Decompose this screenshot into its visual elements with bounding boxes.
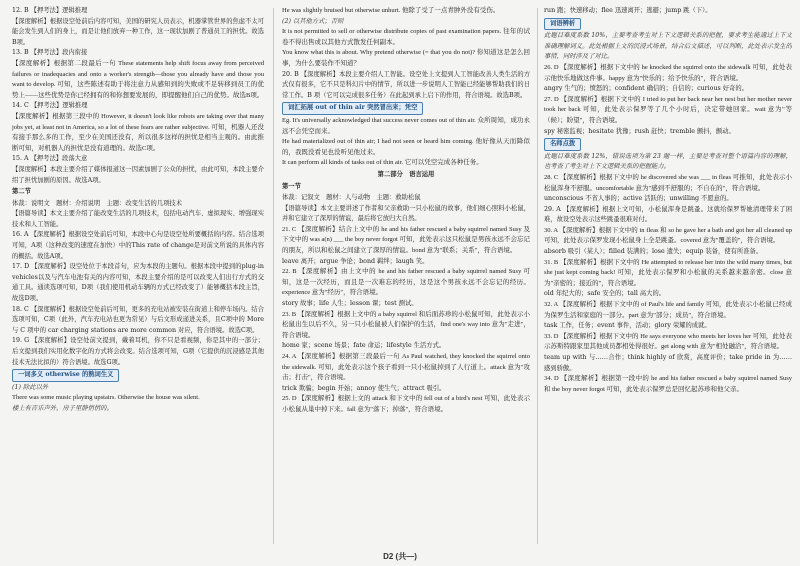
paragraph: 【深度解析】本段主要介绍了媒体报道这一因素加剧了公众的担忧，由此可知，本段主要介绍了担忧加剧的原因。故选A项。 <box>12 165 264 184</box>
banner-row <box>282 101 530 116</box>
paragraph: 12. B 【押考法】逻辑推理 <box>12 7 88 14</box>
paragraph: story 故事；life 人生；lesson 课；test 测试。 <box>282 300 418 308</box>
paragraph: 18. C 【深度解析】根据设空处前后可知，更多的充电站被安装在街道上和停车场内。结合选项可知，C项（此外，汽车充电站也更为常见）与后文形成递进关系，且C项中的 More 与 C 项中的 car charging stations are more common 对应，符合语境。故选C项。 <box>12 305 264 334</box>
column-divider <box>537 8 538 544</box>
paragraph: 13. B 【押考法】段内衔接 <box>12 49 88 57</box>
paragraph: 27. D 【深度解析】根据下文中的 I tried to put her back near her nest but her mother never took her back 可知，此处表示保罗等了几个小时后，决定带她回家。wait 意为"等（候）；盼望"，符合语境。 <box>544 95 792 124</box>
paragraph: He had materialized out of thin air; I had not seen or heard him coming. 他好像从天而降似的，我既没看见也没听见他过来。 <box>282 138 530 156</box>
paragraph: 15. A 【押考法】段落大意 <box>12 155 88 163</box>
section-heading: 第二部分 语言运用 <box>377 170 435 178</box>
paragraph: unconscious 不省人事的；active 活跃的；unwilling 不愿意的。 <box>544 195 733 203</box>
banner-row <box>544 17 792 32</box>
subsection-heading: 第二节 <box>12 188 31 196</box>
paragraph: 17. D 【深度解析】设空处位于本段首句，应为本段的主题句。根据本段中提到的plug-in vehicles以及与汽车电池有关的内容可知，本段主要介绍的是可以改变人们出行方式的交通工具。通读选项可知，D项（我们使用机动车辆的方式已经改变了）能够概括本段主旨，故选D项。 <box>12 263 264 303</box>
paragraph: 34. D 【深度解析】根据第一段中的 he and his father rescued a baby squirrel named Susy 和 the boy never forgot 可知，此处表示保罗总是回忆起苏珍和他父亲。 <box>544 375 792 393</box>
paragraph: run 跑；快速移动；flee 迅速离开；逃避；jump 跳（下）。 <box>544 7 712 14</box>
paragraph: 此题目难度系数 12%，错误选项为第 23 题一样，主要是考查对整个语篇内容的理解，也考查了考生对上下文逻辑关系的把握能力。 <box>544 152 792 171</box>
paragraph: 26. D 【深度解析】根据下文中的 he knocked the squirrel onto the sidewalk 可知，此处表示他快乐地做这件事。happy 意为"快乐的；给予快乐的"，符合语境。 <box>544 63 792 82</box>
paragraph: 21. C 【深度解析】结合上文中的 he and his father rescued a baby squirrel named Susy 及下文中的 was a(n) ___ the boy never forgot 可知，此处表示这只松鼠是男孩永远不会忘记的朋友，所以和松鼠之间建立了深厚的情谊。bond 意为"联系；关系"，符合语境。 <box>282 225 530 255</box>
column-divider <box>273 8 274 544</box>
paragraph: 【语篇导读】本文主要讲述了作者和父亲救助一只小松鼠的故事，他们细心照料小松鼠，并和它建立了深厚的情谊，最后将它放归大自然。 <box>282 204 530 223</box>
section-banner: 名师点拨 <box>544 138 581 151</box>
paragraph: (1) 除此以外 <box>12 383 49 391</box>
paragraph: 楼上有音乐声外，房子里静悄悄的。 <box>12 404 113 412</box>
paragraph: 16. A 【深度解析】根据设空处前后可知，本段中心句是设空处所要概括的内容。结合选项可知，A项（这种改变的速度在加快）中的This rate of change是对前文所说的具体内容的概括。故选A项。 <box>12 231 264 260</box>
page-footer: D2 (共—) <box>383 552 417 561</box>
paragraph: spy 秘密监视；hesitate 犹豫；rush 赶快；tremble 颤抖，颤动。 <box>544 127 735 135</box>
paragraph: It is not permitted to sell or otherwise distribute copies of past examination papers. 往年的试卷不得出售或以其他方式散发任何副本。 <box>282 28 530 46</box>
paragraph: 24. A 【深度解析】根据第三段最后一句 As Paul watched, they knocked the squirrel onto the sidewalk. 可知，此处表示这个孩子看到一只小松鼠掉到了人行道上。attack 意为"攻击；打击"，符合语境。 <box>282 353 530 382</box>
column-middle <box>282 6 530 548</box>
paragraph: 30. A 【深度解析】根据下文中的 in fleas 和 so he gave her a bath and got her all cleaned up 可知，此处表示保罗发现小松鼠身上全是跳蚤。covered 意为"覆盖的"，符合语境。 <box>544 226 792 245</box>
paragraph: (2) 以其他方式；否则 <box>282 17 344 25</box>
section-banner: 词语辨析 <box>544 18 581 31</box>
paragraph: home 家；scene 场景；fate 命运；lifestyle 生活方式。 <box>282 342 446 350</box>
section-banner: 一词多义 otherwise 的熟词生义 <box>12 369 119 382</box>
paragraph: 32. A 【深度解析】根据下文中的 of Paul's life and family 可知，此处表示小松鼠已经成为保罗生活和家庭的一部分。part 意为"部分；成员"，符合语境。 <box>544 301 792 319</box>
paragraph: 33. D 【深度解析】根据下文中的 He says everyone who meets her loves her 可知，此处表示苏斯特跟家里其他成员都相处得很好。get along with 意为"相处融洽"，符合语境。 <box>544 332 792 351</box>
column-right <box>544 6 792 548</box>
subsection-heading: 第一节 <box>282 182 301 190</box>
paragraph: 体裁：记叙文 题材：人与动物 主题：救助松鼠 <box>282 194 421 202</box>
paragraph: 14. C 【押考法】逻辑推理 <box>12 102 88 110</box>
paragraph: 体裁：说明文 题材：介绍说明 主题：改变生活的几项技术 <box>12 199 183 207</box>
paragraph: 29. A 【深度解析】根据上文可知，小松鼠浑身是跳蚤。这就给保罗帮她清理带来了困难，故设空处表示这些跳蚤很难对付。 <box>544 205 792 224</box>
paragraph: 20. B 【深度解析】本段主要介绍人工智能。设空处上文提到人工智能改善人类生活的方式仅有很多，它不只是科幻片中的情节，所以进一步说明人工智能已经能够帮助我们的日常工作。B 项（它可以完成很多任务）在此起到承上启下的作用，符合语境。故选B项。 <box>282 70 530 99</box>
paragraph: 28. C 【深度解析】根据下文中的 he discovered she was ___ in fleas 可推知，此处表示小松鼠浑身不舒服。uncomfortable 意为"感到不舒服的；不自在的"，符合语境。 <box>544 173 792 192</box>
paragraph: leave 离开；argue 争论；bond 羁绊；laugh 笑。 <box>282 257 429 265</box>
paragraph: angry 生气的；愤怒的；confident 确信的；自信的；curious 好奇的。 <box>544 85 748 93</box>
paragraph: 【深度解析】根据第二段最后一句 These statements help shift focus away from perceived failures or inadequacies and onto a worker's strength—those you already have and those you want to develop. 可知，这些陈述有助于将注意力从感知到的失败或不足转移到员工的优势上——这些优势是你已经拥有的和你想要发展的，即提醒他们自己的优势。故选B项。 <box>12 59 264 99</box>
paragraph: 【深度解析】根据第三段中的 However, it doesn't look like robots are taking over that many jobs yet, at least not in America, so a lot of these fears are rather subjective. 可知，机器人还没有接手那么多的工作，至少在美国还没有，所以很多这样的担忧是相当主观的。由此推断可知，对机器人的担忧是没有道理的。故选C项。 <box>12 112 264 152</box>
paragraph: 23. B 【深度解析】根据上文中的 a baby squirrel 和后面苏珍的小松鼠可知，此处表示小松鼠出生以后不久，另一只小松鼠被人们保护的生活，find one's way into 意为"走进"，符合语境。 <box>282 310 530 339</box>
paragraph: 31. B 【深度解析】根据下文中的 He attempted to release her into the wild many times, but she just kept coming back! 可知，此处表示保罗和小松鼠的关系越来越亲密。close 意为"亲密的；接近的"，符合语境。 <box>544 258 792 287</box>
paragraph: old 年纪大的；safe 安全的；tall 高大的。 <box>544 290 666 298</box>
paragraph: 此题目难度系数 10%，主要考查考生对上下文逻辑关系的把握，要求考生能通过上下文准确理解词义。此处根据上文的沉浸式场景，结合后文描述，可以判断，此处表示发生的事情，同时涉及了对比。 <box>544 32 792 61</box>
paragraph: 19. G 【深度解析】设空处前文提到，戴着耳机，你不只是看视频，你是其中的一部分；后文提到我们实用化数字化的方式将会改变。结合选项可知，G项（它提供的沉浸感是其他技术无法比拟的）符合语境。故选G项。 <box>12 337 264 366</box>
paragraph: 25. D 【深度解析】根据上文的 attack 和下文中的 fell out of a bird's nest 可知，此处表示小松鼠从巢中掉下来。fall 意为"落下；掉落"，符合语境。 <box>282 395 530 413</box>
paragraph: trick 欺骗；begin 开始；annoy 使生气；attract 吸引。 <box>282 384 446 392</box>
paragraph: There was some music playing upstairs. Otherwise the house was silent. <box>12 394 200 402</box>
banner-row <box>544 137 792 152</box>
paragraph: 【语篇导读】本文主要介绍了能改变生活的几项技术，包括电动汽车、虚拟现实、增强现实技术和人工智能。 <box>12 210 264 228</box>
section-banner: 词汇拓展 out of thin air 突然冒出来；凭空 <box>282 102 423 115</box>
paragraph: 22. B 【深度解析】由上文中的 he and his father rescued a baby squirrel named Susy 可知，这是一次经历，而且是一次难忘的经历，这是这个男孩永远不会忘记的经历。experience 意为"经历"，符合语境。 <box>282 268 530 297</box>
paragraph: It can perform all kinds of tasks out of thin air. 它可以凭空完成各种任务。 <box>282 159 483 167</box>
paragraph: He was slightly bruised but otherwise unhurt. 他除了受了一点青肿外没有受伤。 <box>282 7 500 14</box>
banner-row <box>12 368 264 383</box>
paragraph: Eg. It's universally acknowledged that success never comes out of thin air. 众所周知，成功永远不会凭空而来。 <box>282 116 530 135</box>
paragraph: You know what this is about. Why pretend otherwise (= that you do not)? 你知道这是怎么回事，为什么要装作不知道？ <box>282 49 530 67</box>
paragraph: 【深度解析】根据设空处前后内容可知，美国的研究人员表示，机器掌管世界的焦虑不太可能会发生到人们的身上，而是让他们放弃一种工作，这一现状加剧了普通员工的担忧。故选B项。 <box>12 17 264 46</box>
column-left <box>12 6 264 548</box>
paragraph: team up with 与……合作；think highly of 欣赏，高度评价；take pride in 为……感到骄傲。 <box>544 354 792 372</box>
paragraph: absorb 吸引（某人）；filled 装满的；lose 遗失；equip 装备，使有所准备。 <box>544 248 763 256</box>
paragraph: task 工作，任务；event 事件，活动；glory 荣耀的成就。 <box>544 322 711 330</box>
